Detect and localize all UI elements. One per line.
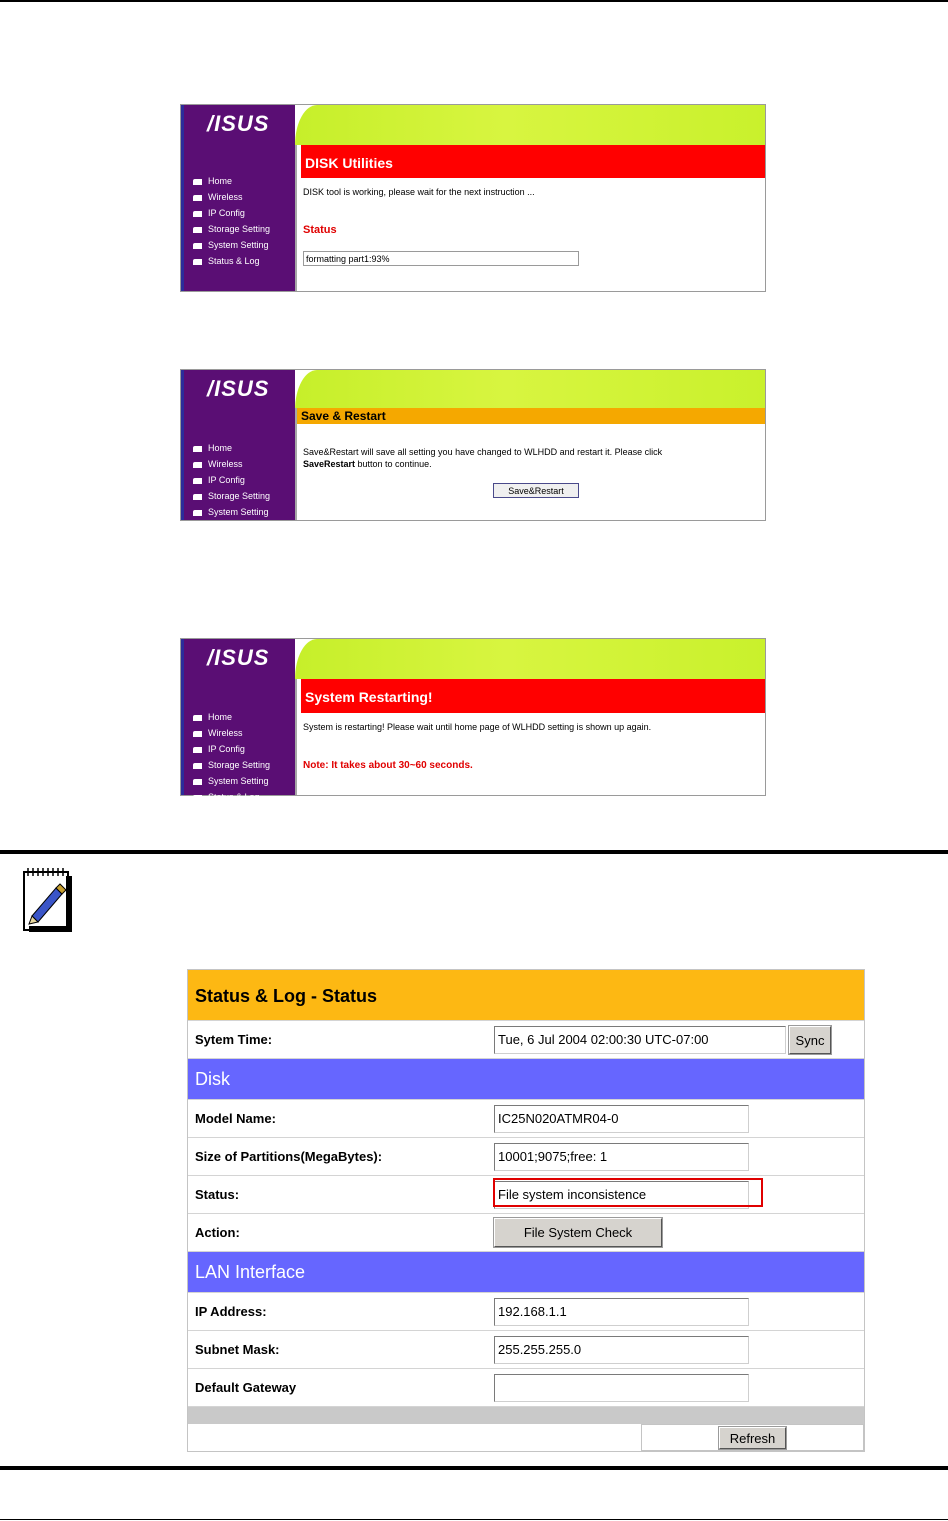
folder-icon [193, 731, 202, 737]
folder-icon [193, 494, 202, 500]
folder-icon [193, 478, 202, 484]
content-area [295, 679, 765, 795]
asus-logo: /ISUS [207, 645, 270, 670]
top-banner [295, 370, 765, 410]
page-header: Save & Restart [297, 408, 765, 424]
model-name-label: Model Name: [195, 1111, 276, 1126]
model-name-row [188, 1099, 864, 1137]
folder-icon [193, 259, 202, 265]
top-rule [0, 0, 948, 2]
folder-icon [193, 510, 202, 516]
disk-status-label: Status: [195, 1187, 240, 1202]
folder-icon [193, 763, 202, 769]
restart-message: System is restarting! Please wait until home page of WLHDD setting is shown up again. [303, 722, 652, 732]
folder-icon [193, 195, 202, 201]
sidebar-item-status-log[interactable]: Status & Log [193, 789, 270, 805]
default-gateway-field[interactable] [494, 1374, 749, 1402]
save-restart-screenshot [180, 369, 766, 521]
note-pad-icon [20, 866, 76, 936]
sidebar-item-wireless[interactable]: Wireless [193, 456, 270, 472]
partitions-label: Size of Partitions(MegaBytes): [195, 1149, 383, 1164]
disk-status-field[interactable]: File system inconsistence [494, 1181, 749, 1209]
middle-rule [0, 850, 948, 854]
sidebar-item-status-log[interactable]: Status & Log [193, 253, 270, 269]
sidebar-item-ip-config[interactable]: IP Config [193, 205, 270, 221]
lower-rule [0, 1466, 948, 1470]
footer-divider [188, 1406, 864, 1424]
disk-section-header: Disk [188, 1058, 864, 1099]
folder-icon [193, 211, 202, 217]
subnet-mask-field[interactable]: 255.255.255.0 [494, 1336, 749, 1364]
sidebar-menu [193, 173, 270, 269]
refresh-button[interactable]: Refresh [719, 1427, 786, 1449]
sync-button[interactable]: Sync [789, 1026, 831, 1054]
ip-address-label: IP Address: [195, 1304, 267, 1319]
status-log-panel [187, 969, 865, 1452]
sidebar-item-system-setting[interactable]: System Setting [193, 773, 270, 789]
model-name-field[interactable]: IC25N020ATMR04-0 [494, 1105, 749, 1133]
folder-icon [193, 779, 202, 785]
top-banner [295, 639, 765, 679]
folder-icon [193, 446, 202, 452]
subnet-mask-row [188, 1330, 864, 1368]
default-gateway-label: Default Gateway [195, 1380, 297, 1395]
disk-utilities-screenshot [180, 104, 766, 292]
folder-icon [193, 243, 202, 249]
save-restart-button[interactable]: Save&Restart [493, 483, 579, 498]
restart-note: Note: It takes about 30~60 seconds. [303, 760, 473, 771]
system-time-row [188, 1020, 864, 1058]
folder-icon [193, 715, 202, 721]
ip-address-field[interactable]: 192.168.1.1 [494, 1298, 749, 1326]
disk-message: DISK tool is working, please wait for the next instruction ... [303, 187, 535, 197]
disk-status-field: formatting part1:93% [303, 251, 579, 266]
sidebar-menu [193, 440, 270, 520]
content-area [295, 408, 765, 520]
status-highlight-box [493, 1178, 763, 1207]
folder-icon [193, 462, 202, 468]
sidebar-item-storage-setting[interactable]: Storage Setting [193, 757, 270, 773]
bottom-rule [0, 1519, 948, 1520]
sidebar-item-system-setting[interactable]: System Setting [193, 504, 270, 520]
status-heading: Status [303, 224, 337, 236]
sidebar-item-home[interactable]: Home [193, 440, 270, 456]
asus-logo: /ISUS [207, 376, 270, 401]
sidebar-item-wireless[interactable]: Wireless [193, 725, 270, 741]
file-system-check-button[interactable]: File System Check [494, 1218, 662, 1247]
folder-icon [193, 795, 202, 801]
sidebar-item-home[interactable]: Home [193, 173, 270, 189]
footer-row [188, 1424, 864, 1451]
folder-icon [193, 179, 202, 185]
default-gateway-row [188, 1368, 864, 1406]
page-header: System Restarting! [301, 679, 765, 713]
partitions-row [188, 1137, 864, 1175]
save-message: Save&Restart will save all setting you have changed to WLHDD and restart it. Please click SaveRestart button to continue. [303, 447, 663, 469]
ip-address-row [188, 1292, 864, 1330]
top-banner [295, 105, 765, 145]
sidebar-item-storage-setting[interactable]: Storage Setting [193, 488, 270, 504]
sidebar-item-system-setting[interactable]: System Setting [193, 237, 270, 253]
sidebar-menu [193, 709, 270, 805]
system-time-field[interactable]: Tue, 6 Jul 2004 02:00:30 UTC-07:00 [494, 1026, 786, 1054]
system-restarting-screenshot [180, 638, 766, 802]
partitions-field[interactable]: 10001;9075;free: 1 [494, 1143, 749, 1171]
action-row [188, 1213, 864, 1251]
lan-section-header: LAN Interface [188, 1251, 864, 1292]
subnet-mask-label: Subnet Mask: [195, 1342, 280, 1357]
system-time-label: Sytem Time: [195, 1032, 273, 1047]
sidebar-item-ip-config[interactable]: IP Config [193, 741, 270, 757]
page-title: Status & Log - Status [188, 970, 864, 1020]
folder-icon [193, 747, 202, 753]
sidebar-item-wireless[interactable]: Wireless [193, 189, 270, 205]
sidebar-item-home[interactable]: Home [193, 709, 270, 725]
sidebar-item-storage-setting[interactable]: Storage Setting [193, 221, 270, 237]
action-label: Action: [195, 1225, 240, 1240]
asus-logo: /ISUS [207, 111, 270, 136]
page-header: DISK Utilities [301, 145, 765, 178]
folder-icon [193, 227, 202, 233]
sidebar-item-ip-config[interactable]: IP Config [193, 472, 270, 488]
content-area [295, 145, 765, 291]
